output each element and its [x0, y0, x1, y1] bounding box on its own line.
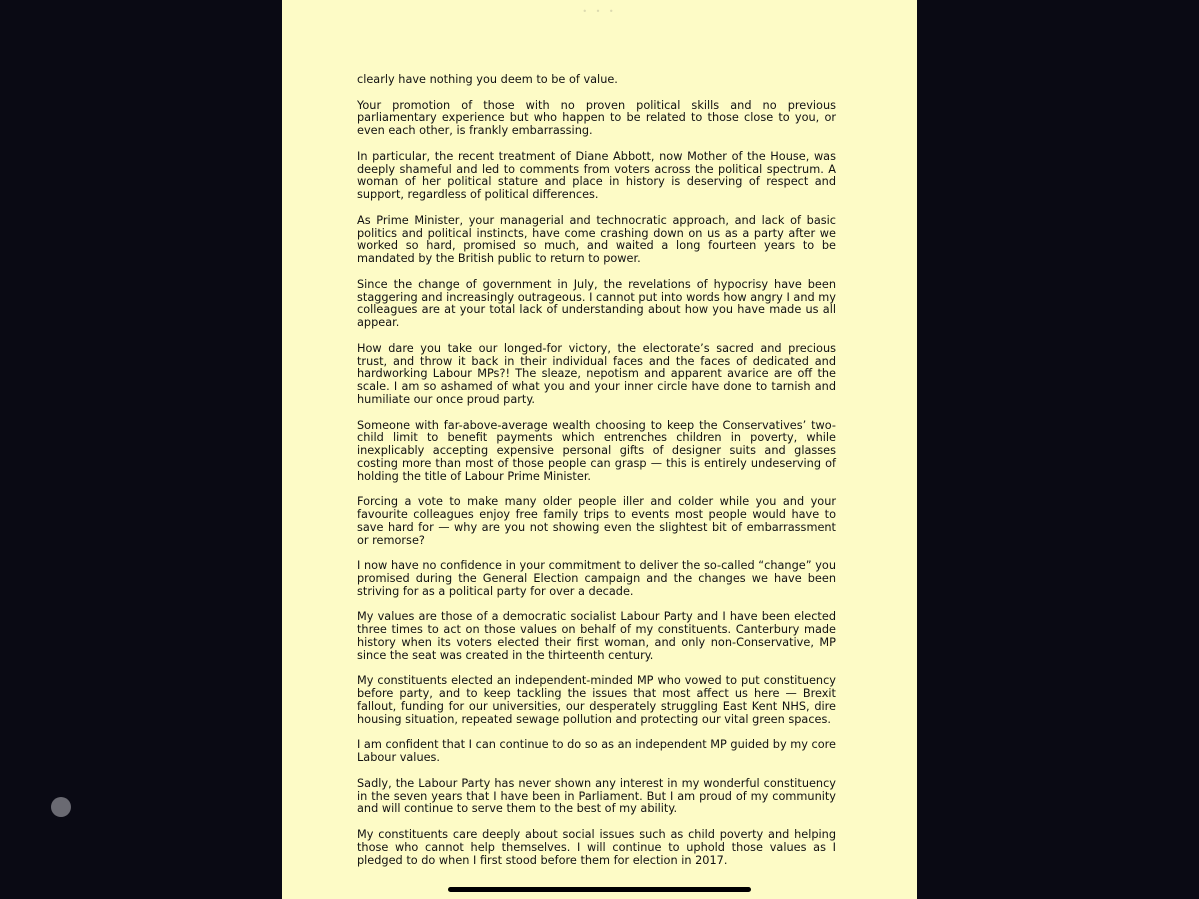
paragraph: How dare you take our longed-for victory, the electorate’s sacred and precious trust, and throw it back in their individual faces and the faces of dedicated and hardworking Labour MPs?! The sleaze, nepotism and apparent avarice are off the scale. I am so ashamed of what you and your inner circle have done to tarnish and humiliate our once proud party. — [357, 341, 836, 406]
assistive-touch-icon[interactable] — [51, 797, 71, 817]
paragraph: My values are those of a democratic socialist Labour Party and I have been elected three times to act on those values on behalf of my constituents. Canterbury made history when its voters elected their first woman, and only non-Conservative, MP since the seat was created in the thirteenth century. — [357, 610, 836, 662]
paragraph: My constituents care deeply about social issues such as child poverty and helping those who cannot help themselves. I will continue to uphold those values as I pledged to do when I first stood before them for election in 2017. — [357, 828, 836, 867]
document-page[interactable] — [282, 0, 917, 899]
letter-body — [357, 74, 836, 880]
paragraph: As Prime Minister, your managerial and technocratic approach, and lack of basic politics and political instincts, have come crashing down on us as a party after we worked so hard, promised so much, and waited a long fourteen years to be mandated by the British public to return to power. — [357, 213, 836, 266]
paragraph: My constituents elected an independent-minded MP who vowed to put constituency before party, and to keep tackling the issues that most affect us here — Brexit fallout, funding for our universities, our desperately struggling East Kent NHS, dire housing situation, repeated sewage pollution and protecting our vital green spaces. — [357, 674, 836, 726]
paragraph: Sadly, the Labour Party has never shown any interest in my wonderful constituency in the seven years that I have been in Parliament. But I am proud of my community and will continue to serve them to the best of my ability. — [357, 776, 836, 816]
page-handle-dots[interactable]: • • • — [582, 7, 617, 16]
paragraph: In particular, the recent treatment of Diane Abbott, now Mother of the House, was deeply shameful and led to comments from voters across the political spectrum. A woman of her political stature and place in history is deserving of respect and support, regardless of political differences. — [357, 149, 836, 202]
paragraph: I am confident that I can continue to do so as an independent MP guided by my core Labour values. — [357, 738, 836, 765]
paragraph: Your promotion of those with no proven political skills and no previous parliamentary experience but who happen to be related to those close to you, or even each other, is frankly embarrassing. — [357, 98, 836, 138]
paragraph: I now have no confidence in your commitment to deliver the so-called “change” you promised during the General Election campaign and the changes we have been striving for as a political party for over a decade. — [357, 559, 836, 598]
paragraph: clearly have nothing you deem to be of value. — [357, 73, 618, 86]
home-indicator-bar[interactable] — [448, 887, 751, 892]
paragraph: Forcing a vote to make many older people iller and colder while you and your favourite colleagues enjoy free family trips to events most people would have to save hard for — why are you not showing even the slightest bit of embarrassment or remorse? — [357, 495, 836, 547]
paragraph: Since the change of government in July, the revelations of hypocrisy have been staggering and increasingly outrageous. I cannot put into words how angry I and my colleagues are at your total lack of understanding about how you have made us all appear. — [357, 277, 836, 330]
paragraph: Someone with far-above-average wealth choosing to keep the Conservatives’ two-child limit to benefit payments which entrenches children in poverty, while inexplicably accepting expensive personal gifts of designer suits and glasses costing more than most of those people can grasp — this is entirely undeserving of holding the title of Labour Prime Minister. — [357, 418, 836, 483]
